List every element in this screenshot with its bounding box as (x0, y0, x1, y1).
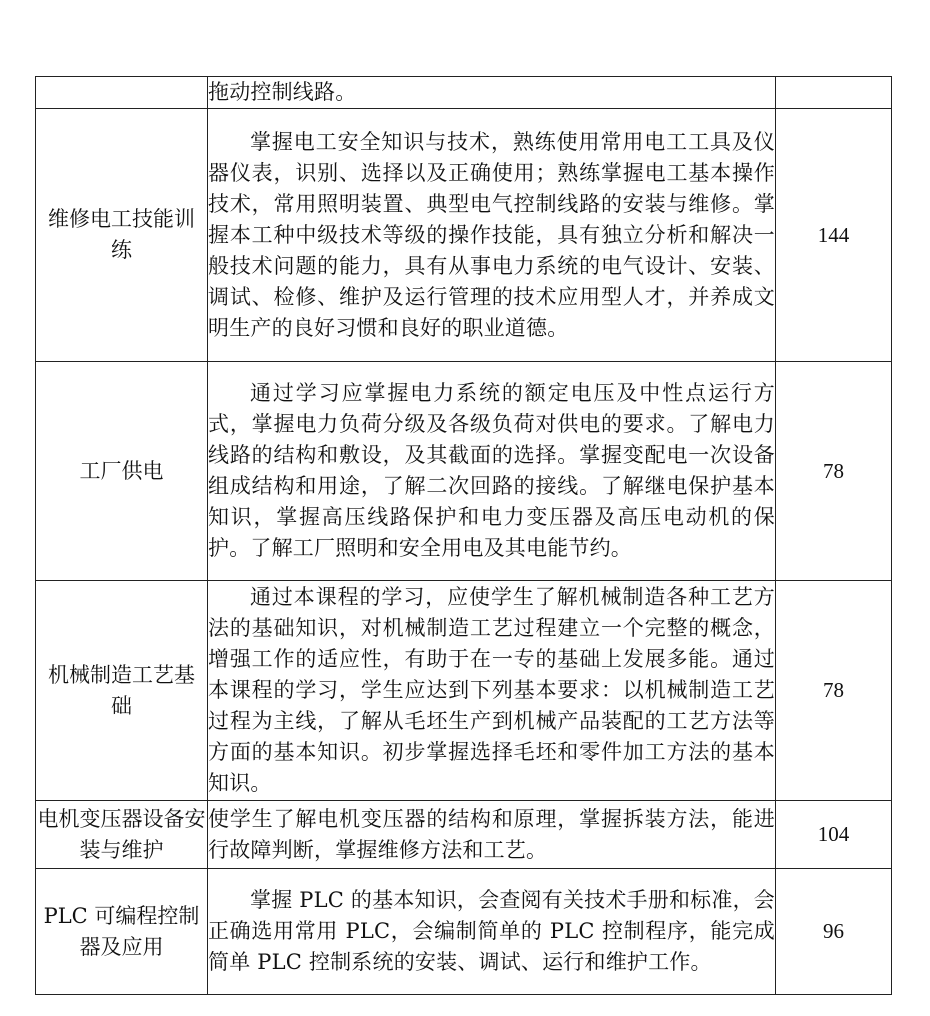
course-hours-cell: 78 (776, 362, 892, 581)
course-description: 通过学习应掌握电力系统的额定电压及中性点运行方式，掌握电力负荷分级及各级负荷对供电的要求。了解电力线路的结构和敷设，及其截面的选择。掌握变配电一次设备组成结构和用途，了解二次回路的接线。了解继电保护基本知识，掌握高压线路保护和电力变压器及高压电动机的保护。了解工厂照明和安全用电及其电能节约。 (208, 381, 775, 560)
course-description-cell (208, 581, 776, 801)
course-name: 维修电工技能训练 (48, 207, 195, 262)
course-hours-cell (776, 77, 892, 109)
course-description: 使学生了解电机变压器的结构和原理，掌握拆装方法，能进行故障判断，掌握维修方法和工艺。 (208, 806, 775, 862)
table-row (36, 109, 892, 362)
course-description-cell (208, 77, 776, 109)
course-name-cell (36, 801, 208, 869)
course-name: 工厂供电 (79, 458, 164, 483)
course-description-cell (208, 801, 776, 869)
course-hours-cell: 104 (776, 801, 892, 869)
course-description-cell (208, 869, 776, 995)
course-name-cell (36, 77, 208, 109)
course-table (35, 76, 892, 995)
course-name-cell (36, 362, 208, 581)
course-description: 掌握电工安全知识与技术，熟练使用常用电工工具及仪器仪表，识别、选择以及正确使用；熟练掌握电工基本操作技术，常用照明装置、典型电气控制线路的安装与维修。掌握本工种中级技术等级的操作技能，具有独立分析和解决一般技术问题的能力，具有从事电力系统的电气设计、安装、调试、检修、维护及运行管理的技术应用型人才，并养成文明生产的良好习惯和良好的职业道德。 (208, 129, 775, 340)
course-name-cell (36, 109, 208, 362)
course-description-cell (208, 109, 776, 362)
table-row (36, 362, 892, 581)
course-name-cell (36, 869, 208, 995)
course-name: PLC 可编程控制器及应用 (43, 903, 200, 959)
course-name: 电机变压器设备安装与维护 (37, 806, 206, 862)
table-row (36, 869, 892, 995)
course-name-cell (36, 581, 208, 801)
table-row (36, 581, 892, 801)
course-description-cell (208, 362, 776, 581)
course-name: 机械制造工艺基础 (48, 662, 195, 718)
course-hours-cell: 144 (776, 109, 892, 362)
course-description: 掌握 PLC 的基本知识，会查阅有关技术手册和标准，会正确选用常用 PLC，会编制简单的 PLC 控制程序，能完成简单 PLC 控制系统的安装、调试、运行和维护工作。 (208, 888, 775, 974)
course-hours-cell: 78 (776, 581, 892, 801)
course-description: 通过本课程的学习，应使学生了解机械制造各种工艺方法的基础知识，对机械制造工艺过程建立一个完整的概念，增强工作的适应性，有助于在一专的基础上发展多能。通过本课程的学习，学生应达到下列基本要求：以机械制造工艺过程为主线，了解从毛坯生产到机械产品装配的工艺方法等方面的基本知识。初步掌握选择毛坯和零件加工方法的基本知识。 (208, 585, 775, 795)
course-hours-cell: 96 (776, 869, 892, 995)
table-row (36, 77, 892, 109)
course-description: 拖动控制线路。 (208, 80, 357, 104)
table-row (36, 801, 892, 869)
